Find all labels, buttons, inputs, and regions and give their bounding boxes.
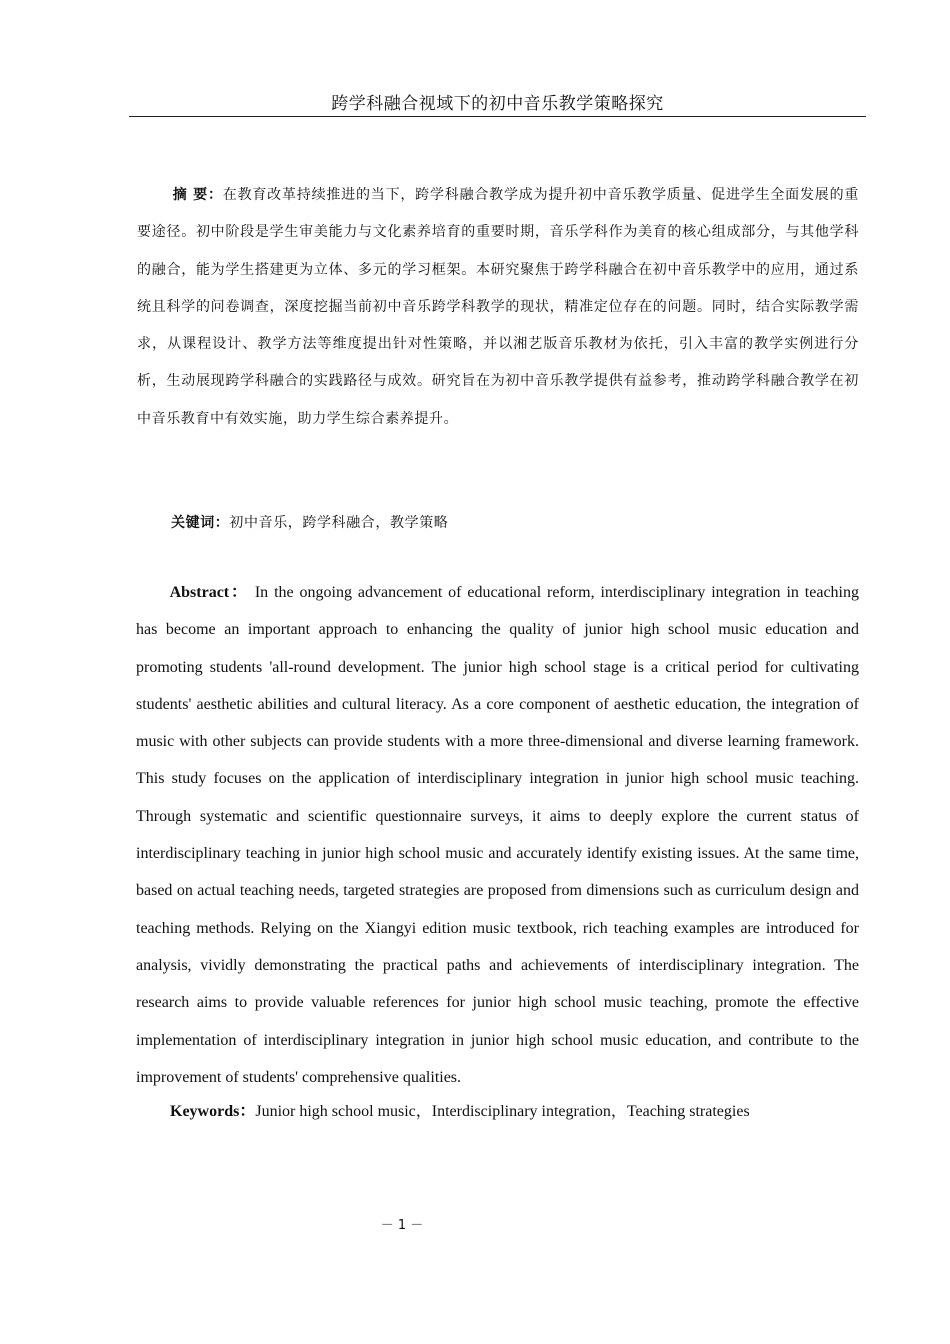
english-keywords-text: Junior high school music，Interdisciplinary integration，Teaching strategies <box>255 1103 750 1120</box>
english-abstract <box>136 574 859 1096</box>
chinese-keywords-text: 初中音乐，跨学科融合，教学策略 <box>229 515 449 531</box>
page-header-title: 跨学科融合视域下的初中音乐教学策略探究 <box>129 92 866 117</box>
page-number: － 1 － <box>380 1218 424 1233</box>
english-abstract-text: In the ongoing advancement of educational reform, interdisciplinary integration in teaching has become an important approach to enhancing the quality of junior high school music education and promoting students 'all-round development. The junior high school stage is a critical period for cultivating students' aesthetic abilities and cultural literacy. As a core component of aesthetic education, the integration of music with other subjects can provide students with a more three-dimensional and diverse learning framework. This study focuses on the application of interdisciplinary integration in junior high school music teaching. Through systematic and scientific questionnaire surveys, it aims to deeply explore the current status of interdisciplinary teaching in junior high school music and accurately identify existing issues. At the same time, based on actual teaching needs, targeted strategies are proposed from dimensions such as curriculum design and teaching methods. Relying on the Xiangyi edition music textbook, rich teaching examples are introduced for analysis, vividly demonstrating the practical paths and achievements of interdisciplinary integration. The research aims to provide valuable references for junior high school music teaching, promote the effective implementation of interdisciplinary integration in junior high school music education, and contribute to the improvement of students' comprehensive qualities. <box>136 584 859 1086</box>
chinese-abstract-text: 在教育改革持续推进的当下，跨学科融合教学成为提升初中音乐教学质量、促进学生全面发展的重要途径。初中阶段是学生审美能力与文化素养培育的重要时期，音乐学科作为美育的核心组成部分，与其他学科的融合，能为学生搭建更为立体、多元的学习框架。本研究聚焦于跨学科融合在初中音乐教学中的应用，通过系统且科学的问卷调查，深度挖掘当前初中音乐跨学科教学的现状，精准定位存在的问题。同时，结合实际教学需求，从课程设计、教学方法等维度提出针对性策略，并以湘艺版音乐教材为依托，引入丰富的教学实例进行分析，生动展现跨学科融合的实践路径与成效。研究旨在为初中音乐教学提供有益参考，推动跨学科融合教学在初中音乐教育中有效实施，助力学生综合素养提升。 <box>137 187 859 427</box>
english-keywords-label: Keywords： <box>170 1103 256 1120</box>
chinese-abstract <box>137 177 859 438</box>
chinese-abstract-label: 摘 要： <box>172 187 223 203</box>
chinese-keywords-label: 关键词： <box>171 515 230 531</box>
chinese-keywords <box>171 509 448 537</box>
english-keywords <box>170 1098 750 1126</box>
english-abstract-label: Abstract： <box>169 584 249 601</box>
